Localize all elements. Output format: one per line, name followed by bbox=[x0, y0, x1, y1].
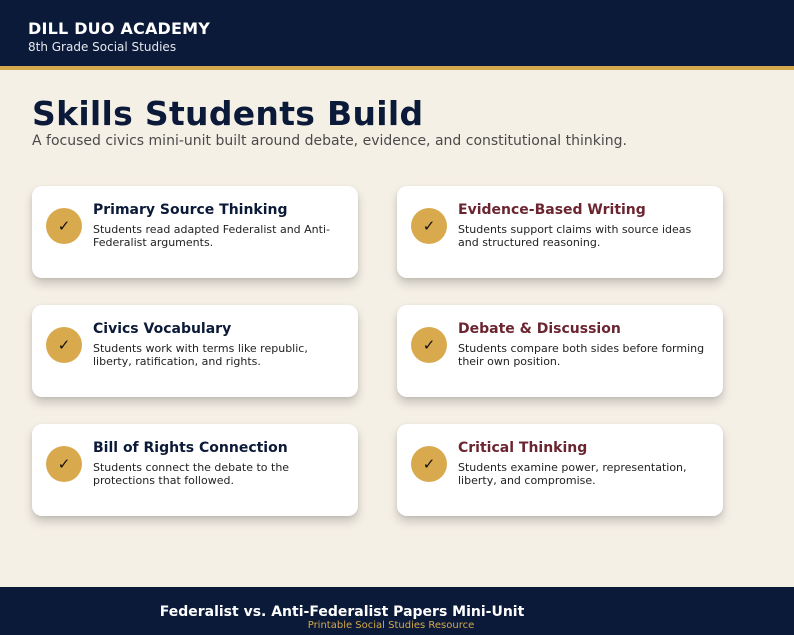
card-title: Civics Vocabulary bbox=[93, 321, 232, 337]
footer-banner bbox=[0, 587, 794, 635]
skill-card-evidence-writing bbox=[397, 186, 723, 278]
checkmark-icon: ✓ bbox=[411, 327, 447, 363]
card-description: Students compare both sides before forming their own position. bbox=[458, 342, 705, 368]
brand-name: DILL DUO ACADEMY bbox=[28, 19, 211, 38]
checkmark-icon: ✓ bbox=[411, 208, 447, 244]
skill-card-critical-thinking bbox=[397, 424, 723, 516]
card-title: Primary Source Thinking bbox=[93, 202, 288, 218]
skill-card-debate-discussion bbox=[397, 305, 723, 397]
skill-card-primary-source bbox=[32, 186, 358, 278]
footer-title: Federalist vs. Anti-Federalist Papers Mini-Unit bbox=[159, 604, 525, 620]
skill-card-bill-of-rights bbox=[32, 424, 358, 516]
card-title: Critical Thinking bbox=[458, 440, 588, 456]
card-description: Students support claims with source ideas and structured reasoning. bbox=[458, 223, 692, 249]
page-title: Skills Students Build bbox=[32, 94, 424, 133]
footer-subtitle: Printable Social Studies Resource bbox=[307, 620, 475, 631]
checkmark-icon: ✓ bbox=[46, 446, 82, 482]
checkmark-icon: ✓ bbox=[46, 327, 82, 363]
card-description: Students work with terms like republic, liberty, ratification, and rights. bbox=[93, 342, 308, 368]
card-title: Bill of Rights Connection bbox=[93, 440, 288, 456]
card-description: Students examine power, representation, liberty, and compromise. bbox=[458, 461, 687, 487]
skill-card-civics-vocabulary bbox=[32, 305, 358, 397]
card-title: Debate & Discussion bbox=[458, 321, 621, 337]
checkmark-icon: ✓ bbox=[411, 446, 447, 482]
card-description: Students connect the debate to the protections that followed. bbox=[93, 461, 290, 487]
card-description: Students read adapted Federalist and Anti-Federalist arguments. bbox=[93, 223, 330, 249]
header-accent-stripe bbox=[0, 66, 794, 70]
header-banner bbox=[0, 0, 794, 66]
page-subtitle: A focused civics mini-unit built around debate, evidence, and constitutional thinking. bbox=[32, 133, 627, 149]
brand-subtitle: 8th Grade Social Studies bbox=[28, 40, 177, 54]
checkmark-icon: ✓ bbox=[46, 208, 82, 244]
card-title: Evidence-Based Writing bbox=[458, 202, 646, 218]
